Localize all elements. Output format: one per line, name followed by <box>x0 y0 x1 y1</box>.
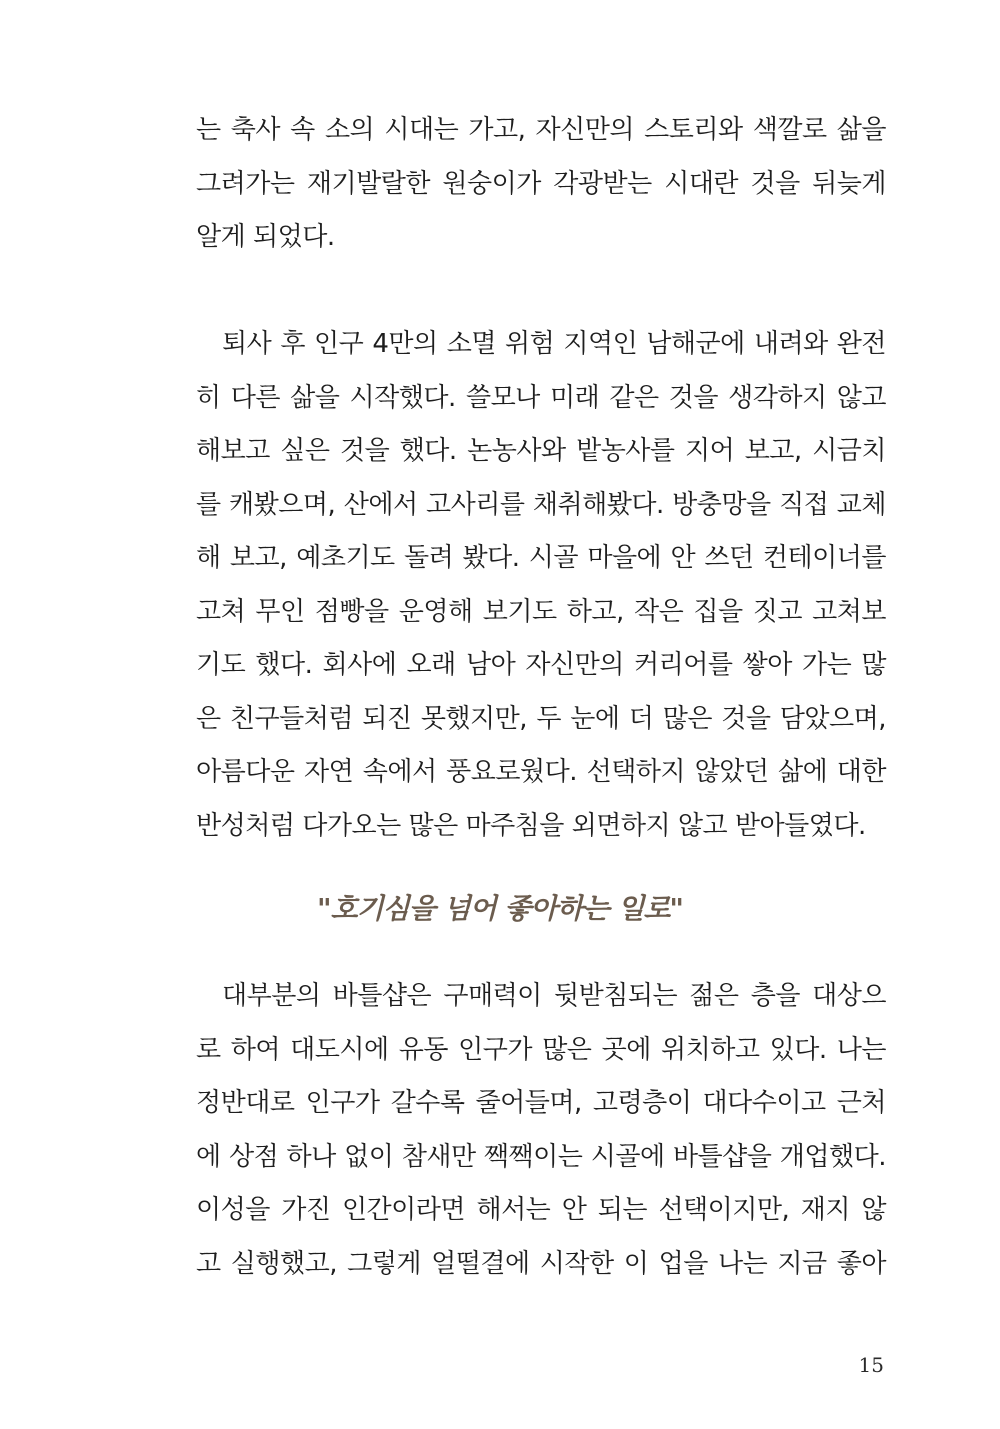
text-line: 해 보고, 예초기도 돌려 봤다. 시골 마을에 안 쓰던 컨테이너를 <box>196 543 886 573</box>
text-line: 에 상점 하나 없이 참새만 짹짹이는 시골에 바틀샵을 개업했다. <box>196 1141 886 1172</box>
text-line: 은 친구들처럼 되진 못했지만, 두 눈에 더 많은 것을 담았으며, <box>196 703 886 734</box>
text-line: 아름다운 자연 속에서 풍요로웠다. 선택하지 않았던 삶에 대한 <box>196 757 886 787</box>
text-line: 알게 되었다. <box>196 222 335 252</box>
text-line: 를 캐봤으며, 산에서 고사리를 채취해봤다. 방충망을 직접 교체 <box>196 489 886 520</box>
text-line: 그려가는 재기발랄한 원숭이가 각광받는 시대란 것을 뒤늦게 <box>196 168 886 199</box>
text-line: 로 하여 대도시에 유동 인구가 많은 곳에 위치하고 있다. 나는 <box>196 1034 886 1065</box>
text-line: 이성을 가진 인간이라면 해서는 안 되는 선택이지만, 재지 않 <box>196 1195 886 1225</box>
text-line: 반성처럼 다가오는 많은 마주침을 외면하지 않고 받아들였다. <box>196 810 866 841</box>
text-line: 해보고 싶은 것을 했다. 논농사와 밭농사를 지어 보고, 시금치 <box>196 436 886 466</box>
paragraph-bottle-shop <box>196 970 886 1291</box>
text-line: 고쳐 무인 점빵을 운영해 보기도 하고, 작은 집을 짓고 고쳐보 <box>196 596 886 627</box>
section-subheading: "호기심을 넘어 좋아하는 일로" <box>317 892 683 925</box>
text-line: 기도 했다. 회사에 오래 남아 자신만의 커리어를 쌓아 가는 많 <box>196 650 886 680</box>
paragraph-resignation <box>196 318 886 853</box>
text-line: 는 축사 속 소의 시대는 가고, 자신만의 스토리와 색깔로 삶을 <box>196 115 886 145</box>
text-line: 고 실행했고, 그렇게 얼떨결에 시작한 이 업을 나는 지금 좋아 <box>196 1248 886 1279</box>
text-line: 퇴사 후 인구 4만의 소멸 위험 지역인 남해군에 내려와 완전 <box>222 329 886 359</box>
page-number: 15 <box>858 1353 884 1377</box>
paragraph-continued <box>196 104 886 265</box>
text-line: 대부분의 바틀샵은 구매력이 뒷받침되는 젊은 층을 대상으 <box>222 981 886 1011</box>
text-line: 정반대로 인구가 갈수록 줄어들며, 고령층이 대다수이고 근처 <box>196 1088 886 1118</box>
text-line: 히 다른 삶을 시작했다. 쓸모나 미래 같은 것을 생각하지 않고 <box>196 382 886 413</box>
